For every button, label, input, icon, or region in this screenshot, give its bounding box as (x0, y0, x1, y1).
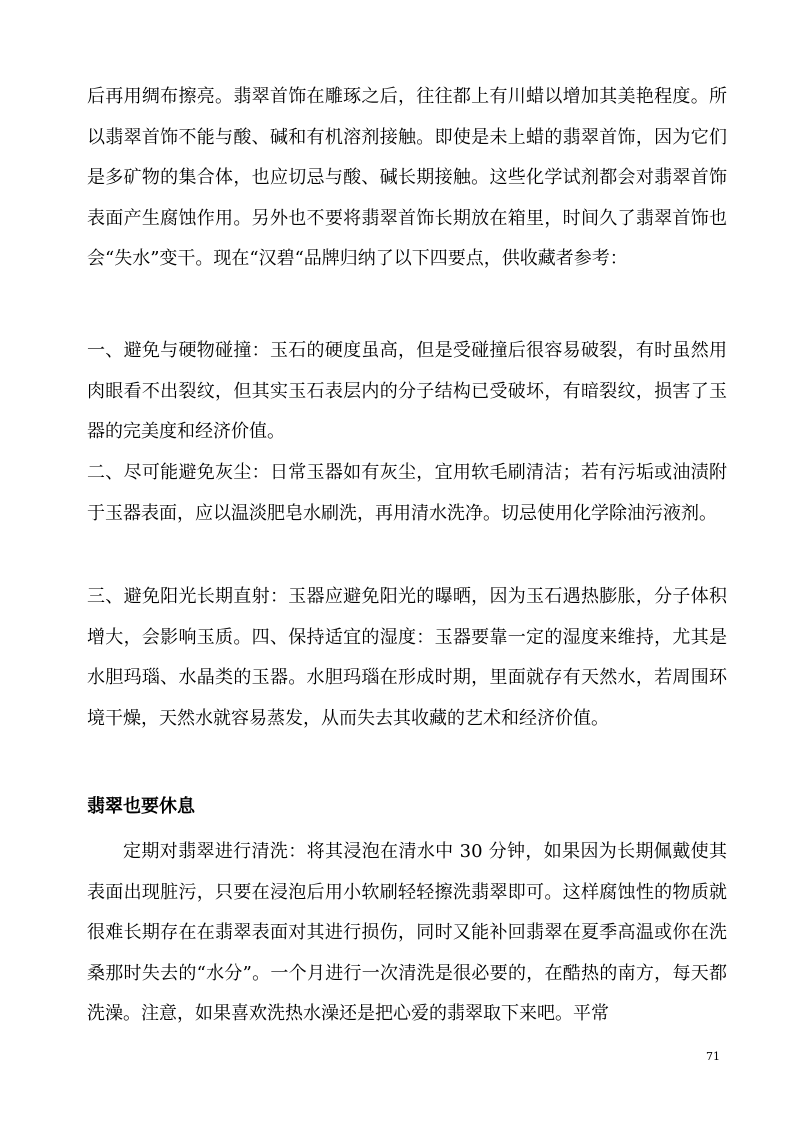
paragraph-avoid-dust: 二、尽可能避免灰尘：日常玉器如有灰尘，宜用软毛刷清洁；若有污垢或油渍附于玉器表面，应以温淡肥皂水刷洗，再用清水洗净。切忌使用化学除油污液剂。 (87, 462, 727, 524)
paragraph-rest-cleaning: 定期对翡翠进行清洗：将其浸泡在清水中 30 分钟，如果因为长期佩戴使其表面出现脏污，只要在浸泡后用小软刷轻轻擦洗翡翠即可。这样腐蚀性的物质就很难长期存在在翡翠表面对其进行损伤，同时又能补回翡翠在夏季高温或你在洗桑那时失去的“水分”。一个月进行一次清洗是很必要的，在酷热的南方，每天都洗澡。注意，如果喜欢洗热水澡还是把心爱的翡翠取下来吧。平常 (87, 841, 727, 1025)
paragraph-care-intro: 后再用绸布擦亮。翡翠首饰在雕琢之后，往往都上有川蜡以增加其美艳程度。所以翡翠首饰不能与酸、碱和有机溶剂接触。即使是未上蜡的翡翠首饰，因为它们是多矿物的集合体，也应切忌与酸、碱长期接触。这些化学试剂都会对翡翠首饰表面产生腐蚀作用。另外也不要将翡翠首饰长期放在箱里，时间久了翡翠首饰也会“失水”变干。现在“汉碧“品牌归纳了以下四要点，供收藏者参考： (87, 86, 727, 270)
section-heading: 翡翠也要休息 (87, 796, 195, 817)
paragraph-avoid-impact: 一、避免与硬物碰撞：玉石的硬度虽高，但是受碰撞后很容易破裂，有时虽然用肉眼看不出裂纹，但其实玉石表层内的分子结构已受破坏，有暗裂纹，损害了玉器的完美度和经济价值。 (87, 340, 727, 443)
page-number: 71 (706, 1050, 720, 1063)
paragraph-avoid-sunlight-humidity: 三、避免阳光长期直射：玉器应避免阳光的曝晒，因为玉石遇热膨胀，分子体积增大，会影响玉质。四、保持适宜的湿度：玉器要靠一定的湿度来维持，尤其是水胆玛瑙、水晶类的玉器。水胆玛瑙在形成时期，里面就存有天然水，若周围环境干燥，天然水就容易蒸发，从而失去其收藏的艺术和经济价值。 (87, 586, 727, 729)
